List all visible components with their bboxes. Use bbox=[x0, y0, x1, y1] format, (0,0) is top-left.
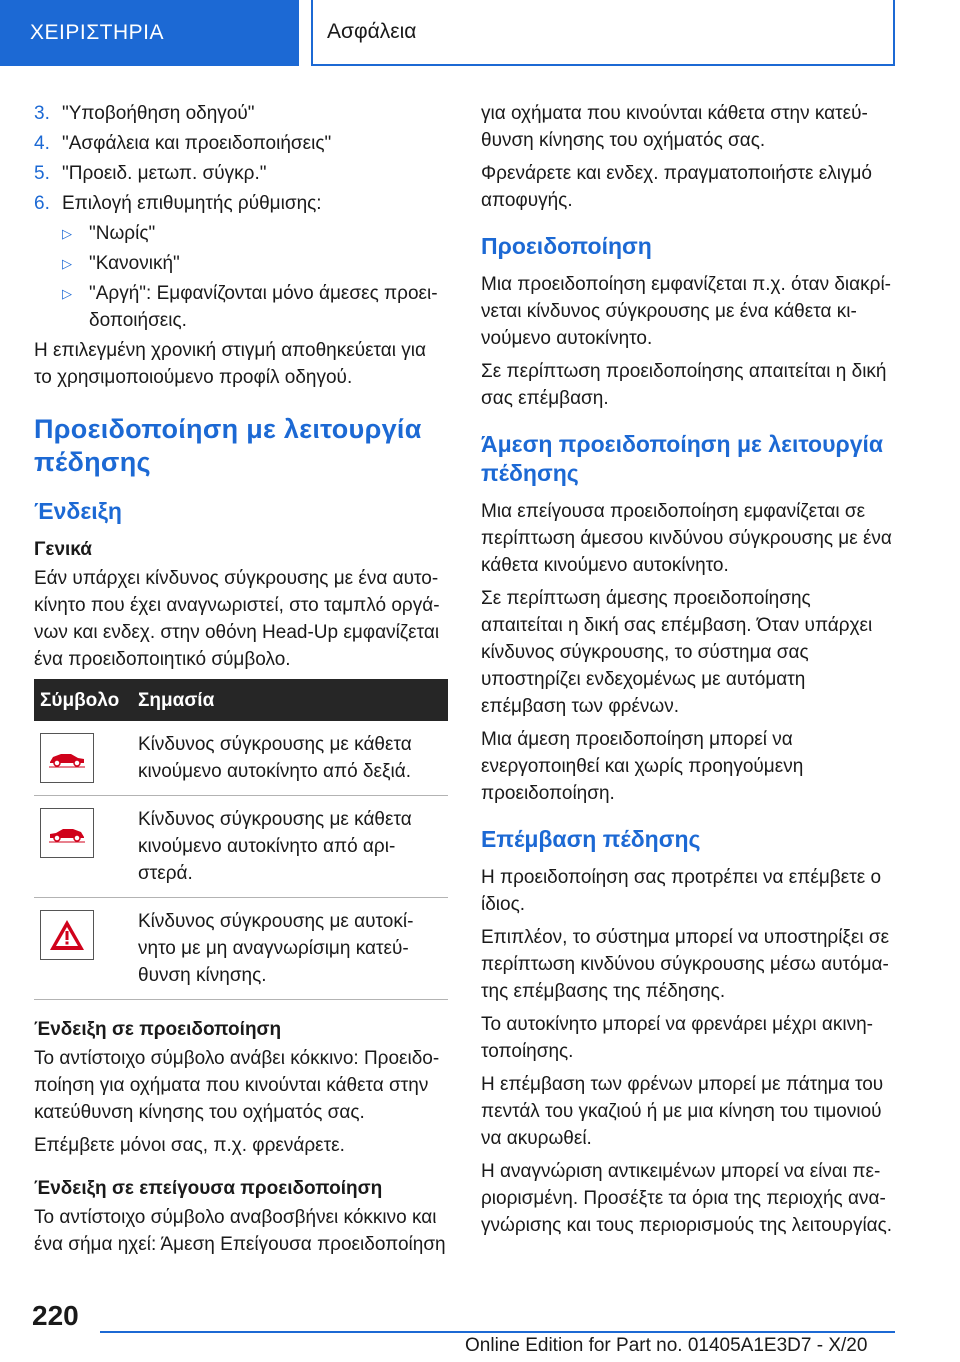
brake-text: Το αυτοκίνητο μπορεί να φρενάρει μέχρι ακινητοποίησης. bbox=[481, 1014, 873, 1062]
symbol-cell bbox=[34, 898, 132, 1000]
list-text: Επιλογή επιθυμητής ρύθμισης: bbox=[62, 193, 322, 214]
sub-list-text: "Αργή": Εμφανίζονται μόνο άμεσες προειδοποιήσεις. bbox=[89, 283, 438, 331]
brake-text: Η επέμβαση των φρένων μπορεί με πάτημα του πεντάλ του γκαζιού ή με μια κίνηση του τιμονιού να ακυρωθεί. bbox=[481, 1074, 884, 1149]
meaning-cell: Κίνδυνος σύγκρουσης με κάθετα κινούμενο αυτοκίνητο από αριστερά. bbox=[132, 796, 448, 898]
table-row bbox=[34, 796, 448, 898]
heading-acute-warning: Άμεση προειδοποίηση με λειτουργία πέδησης bbox=[481, 431, 884, 486]
column-header-symbol: Σύμβολο bbox=[34, 679, 132, 721]
meaning-cell: Κίνδυνος σύγκρουσης με αυτοκίνητο με μη αναγνωρίσιμη κατεύθυνση κίνησης. bbox=[132, 898, 448, 1000]
column-header-meaning: Σημασία bbox=[132, 679, 448, 721]
list-number: 5. bbox=[34, 163, 50, 184]
prewarning-display-text: Το αντίστοιχο σύμβολο ανάβει κόκκινο: Προειδοποίηση για οχήματα που κινούνται κάθετα στην κατεύθυνση κίνησης του οχήματός σας. bbox=[34, 1048, 440, 1123]
list-text: "Προειδ. μετωπ. σύγκρ." bbox=[62, 163, 267, 184]
right-column bbox=[481, 100, 895, 1245]
list-number: 4. bbox=[34, 133, 50, 154]
table-header-row bbox=[34, 679, 448, 721]
stored-note: Η επιλεγμένη χρονική στιγμή αποθηκεύεται για το χρησιμοποιούμενο προφίλ οδηγού. bbox=[34, 340, 426, 388]
continued-text: για οχήματα που κινούνται κάθετα στην κατεύθυνση κίνησης του οχήματός σας. bbox=[481, 103, 868, 151]
sub-list-item bbox=[34, 250, 448, 277]
heading-general: Γενικά bbox=[34, 539, 92, 560]
prewarning-display-action: Επέμβετε μόνοι σας, π.χ. φρενάρετε. bbox=[34, 1135, 345, 1156]
brake-text: Η αναγνώριση αντικειμένων μπορεί να είναι περιορισμένη. Προσέξτε τα όρια της περιοχής αναγνώρισης και τους περιορισμούς της λειτουργίας. bbox=[481, 1161, 893, 1236]
sub-list-item bbox=[34, 280, 448, 334]
meaning-cell: Κίνδυνος σύγκρουσης με κάθετα κινούμενο αυτοκίνητο από δεξιά. bbox=[132, 721, 448, 796]
prewarning-action: Σε περίπτωση προειδοποίησης απαιτείται η δική σας επέμβαση. bbox=[481, 361, 887, 409]
list-item bbox=[34, 160, 448, 187]
list-text: "Ασφάλεια και προειδοποιήσεις" bbox=[62, 133, 332, 154]
prewarning-text: Μια προειδοποίηση εμφανίζεται π.χ. όταν διακρίνεται κίνδυνος σύγκρουσης με ένα κάθετα κινούμενο αυτοκίνητο. bbox=[481, 274, 891, 349]
acute-display-text: Το αντίστοιχο σύμβολο αναβοσβήνει κόκκινο και ένα σήμα ηχεί: Άμεση Επείγουσα προειδοποίηση bbox=[34, 1207, 446, 1255]
symbol-cell bbox=[34, 721, 132, 796]
list-item bbox=[34, 190, 448, 217]
heading-warning-braking: Προειδοποίηση με λειτουργία πέδησης bbox=[34, 414, 422, 477]
section-title: Ασφάλεια bbox=[311, 0, 895, 66]
footer-divider bbox=[100, 1331, 895, 1333]
brake-text: Επιπλέον, το σύστημα μπορεί να υποστηρίξει σε περίπτωση κινδύνου σύγκρουσης μέσω αυτόματης επέμβασης της πέδησης. bbox=[481, 927, 890, 1002]
list-number: 3. bbox=[34, 103, 50, 124]
chapter-tab: ΧΕΙΡΙΣΤΗΡΙΑ bbox=[0, 0, 299, 66]
list-text: "Υποβοήθηση οδηγού" bbox=[62, 103, 255, 124]
symbol-cell bbox=[34, 796, 132, 898]
page-number: 220 bbox=[32, 1300, 79, 1331]
sub-list-text: "Νωρίς" bbox=[89, 223, 156, 244]
heading-prewarning: Προειδοποίηση bbox=[481, 233, 652, 259]
list-item bbox=[34, 130, 448, 157]
general-text: Εάν υπάρχει κίνδυνος σύγκρουσης με ένα αυτοκίνητο που έχει αναγνωριστεί, στο ταμπλό οργάνων και ενδεχ. στην οθόνη Head-Up εμφανίζεται ένα προειδοποιητικό σύμβολο. bbox=[34, 568, 440, 670]
list-number: 6. bbox=[34, 193, 50, 214]
acute-warning-text: Μια επείγουσα προειδοποίηση εμφανίζεται σε περίπτωση άμεσου κινδύνου σύγκρουσης με ένα κάθετα κινούμενο αυτοκίνητο. bbox=[481, 501, 892, 576]
heading-brake-intervention: Επέμβαση πέδησης bbox=[481, 826, 701, 852]
left-column bbox=[34, 100, 448, 1264]
car-collision-right-icon bbox=[40, 733, 94, 783]
sub-list-item bbox=[34, 220, 448, 247]
sub-list-text: "Κανονική" bbox=[89, 253, 180, 274]
table-row bbox=[34, 721, 448, 796]
brake-text: Η προειδοποίηση σας προτρέπει να επέμβετε ο ίδιος. bbox=[481, 867, 882, 915]
edition-note: Online Edition for Part no. 01405A1E3D7 - X/20 bbox=[465, 1335, 868, 1356]
continued-action: Φρενάρετε και ενδεχ. πραγματοποιήστε ελιγμό αποφυγής. bbox=[481, 163, 873, 211]
acute-warning-note: Μια άμεση προειδοποίηση μπορεί να ενεργοποιηθεί και χωρίς προηγούμενη προειδοποίηση. bbox=[481, 729, 804, 804]
triangle-bullet-icon: ▷ bbox=[62, 256, 72, 271]
triangle-bullet-icon: ▷ bbox=[62, 286, 72, 301]
symbol-table bbox=[34, 679, 448, 1000]
heading-display: Ένδειξη bbox=[34, 498, 122, 524]
triangle-bullet-icon: ▷ bbox=[62, 226, 72, 241]
warning-triangle-icon bbox=[40, 910, 94, 960]
list-item bbox=[34, 100, 448, 127]
car-collision-left-icon bbox=[40, 808, 94, 858]
table-row bbox=[34, 898, 448, 1000]
acute-warning-action: Σε περίπτωση άμεσης προειδοποίησης απαιτείται η δική σας επέμβαση. Όταν υπάρχει κίνδυνος σύγκρουσης, το σύστημα σας υποστηρίζει ενδεχομένως με αυτόματη επέμβαση των φρένων. bbox=[481, 588, 873, 717]
heading-acute-display: Ένδειξη σε επείγουσα προειδοποίηση bbox=[34, 1178, 383, 1199]
heading-prewarning-display: Ένδειξη σε προειδοποίηση bbox=[34, 1019, 282, 1040]
